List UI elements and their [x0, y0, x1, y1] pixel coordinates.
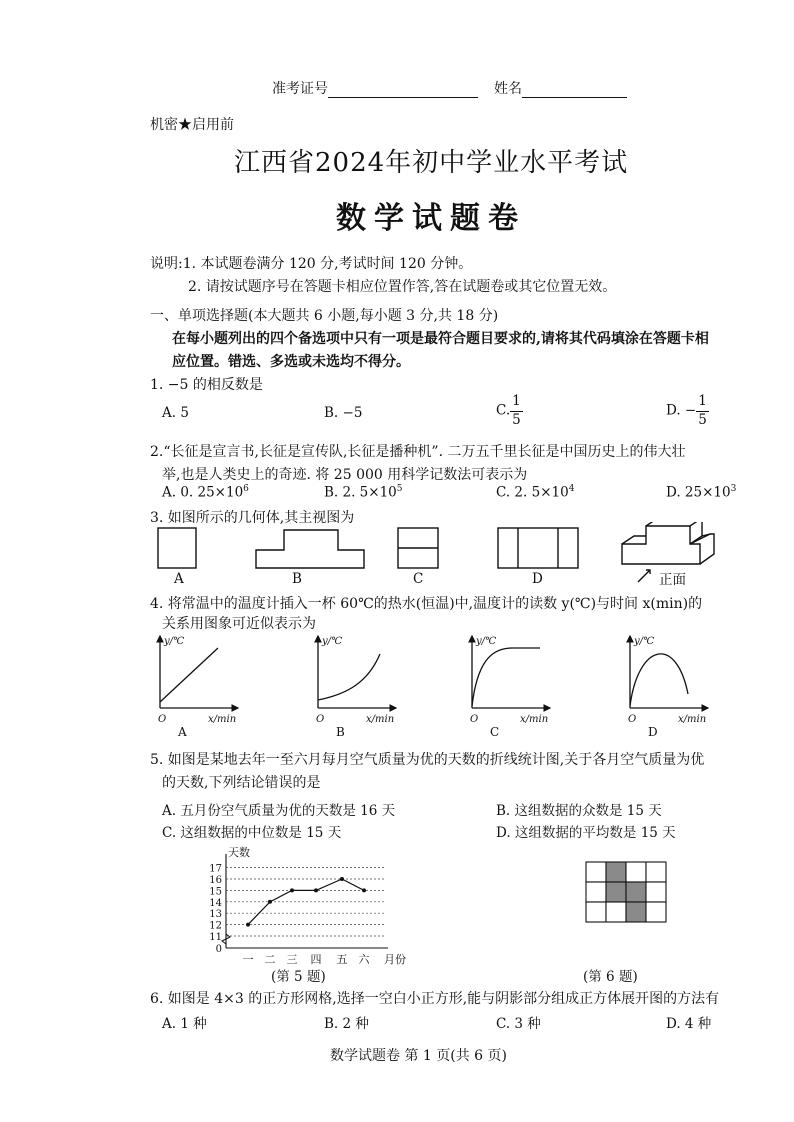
q1-c-fraction — [510, 395, 523, 427]
q4-xlabel: x/min — [520, 714, 549, 725]
q5-xtick: 四 — [310, 953, 322, 966]
q3-label-b: B — [292, 571, 302, 587]
q4-xlabel: x/min — [208, 714, 237, 725]
exam-number-label: 准考证号 — [272, 81, 328, 97]
q5-ytick: 12 — [209, 920, 222, 932]
q1-option-c — [496, 395, 523, 427]
q5-point — [340, 877, 344, 881]
q5-xtick: 二 — [264, 953, 276, 966]
name-label: 姓名 — [494, 81, 522, 97]
q4-curve — [318, 654, 380, 700]
q6-shaded-cell — [626, 882, 646, 902]
q4-graph-a — [158, 636, 238, 739]
q2-a-base: A. 0. 25×10 — [162, 484, 244, 501]
q1-d-prefix: D. − — [666, 402, 697, 419]
q4-xlabel: x/min — [366, 714, 395, 725]
name-field — [494, 78, 627, 98]
q3-front-arrow — [638, 570, 650, 582]
q6-shaded-cell — [606, 862, 626, 882]
q5-ylabel: 天数 — [228, 846, 250, 859]
exam-number-field — [272, 78, 478, 98]
q3-solid — [622, 522, 714, 564]
page-footer: 数学试题卷 第 1 页(共 6 页) — [330, 1048, 507, 1064]
q4-curve — [472, 648, 540, 706]
q4-origin: O — [470, 714, 479, 725]
q2-d-base: D. 25×10 — [666, 484, 731, 501]
q4-graph-b — [316, 636, 396, 739]
q2-b-base: B. 2. 5×10 — [324, 484, 397, 501]
q1-option-b: B. −5 — [324, 405, 363, 421]
q4-ylabel: y/℃ — [164, 636, 185, 647]
q1-option-d — [666, 395, 709, 427]
q3-label-d: D — [532, 571, 543, 587]
q4-ylabel: y/℃ — [634, 636, 655, 647]
q6-blank-cell — [626, 862, 646, 882]
q4-ylabel: y/℃ — [322, 636, 343, 647]
instruction-2: 2. 请按试题序号在答题卡相应位置作答,答在试题卷或其它位置无效。 — [188, 279, 617, 295]
q2-b-exp: 5 — [396, 484, 403, 494]
exam-number-blank — [328, 83, 478, 98]
q5-point — [268, 900, 272, 904]
q6-blank-cell — [606, 902, 626, 922]
q4-curve — [160, 648, 218, 702]
q6-caption: (第 6 题) — [583, 969, 638, 985]
q4-stem-1: 4. 将常温中的温度计插入一杯 60℃的热水(恒温)中,温度计的读数 y(℃)与时间 x(min)的 — [150, 596, 703, 612]
q3-front-label: 正面 — [659, 572, 686, 588]
q5-option-d: D. 这组数据的平均数是 15 天 — [496, 825, 676, 841]
q5-point — [290, 888, 294, 892]
q6-stem: 6. 如图是 4×3 的正方形网格,选择一空白小正方形,能与阴影部分组成正方体展开图的方法有 — [150, 991, 720, 1007]
q1-d-denominator: 5 — [698, 411, 707, 428]
q4-origin: O — [158, 714, 167, 725]
q1-option-a: A. 5 — [162, 405, 189, 421]
q4-curve — [630, 654, 688, 706]
q3-label-c: C — [413, 571, 424, 587]
q6-blank-cell — [586, 862, 606, 882]
q3-view-a — [158, 528, 196, 568]
q6-option-b: B. 2 种 — [324, 1016, 369, 1032]
q6-blank-cell — [586, 902, 606, 922]
q2-stem-2: 举,也是人类史上的奇迹. 将 25 000 用科学记数法可表示为 — [162, 467, 528, 483]
q5-point — [246, 923, 250, 927]
q5-stem-2: 的天数,下列结论错误的是 — [162, 775, 321, 791]
q6-blank-cell — [646, 902, 666, 922]
q5-xtick: 一 — [242, 953, 254, 966]
q5-chart — [196, 840, 426, 970]
q5-option-b: B. 这组数据的众数是 15 天 — [496, 803, 662, 819]
q5-xtick: 五 — [336, 953, 348, 966]
q4-ylabel: y/℃ — [476, 636, 497, 647]
q3-figures — [150, 522, 730, 586]
q6-blank-cell — [646, 882, 666, 902]
instruction-1: 说明:1. 本试题卷满分 120 分,考试时间 120 分钟。 — [150, 256, 473, 272]
q6-blank-cell — [586, 882, 606, 902]
q5-point — [362, 888, 366, 892]
q2-option-b — [324, 484, 403, 501]
section-heading: 一、单项选择题(本大题共 6 小题,每小题 3 分,共 18 分) — [150, 308, 499, 324]
q4-label: C — [490, 725, 500, 739]
q5-ytick: 15 — [209, 886, 222, 898]
q6-shaded-cell — [626, 902, 646, 922]
q6-blank-cell — [646, 862, 666, 882]
q4-origin: O — [628, 714, 637, 725]
q6-option-c: C. 3 种 — [496, 1016, 541, 1032]
q4-graphs — [150, 630, 720, 740]
section-desc-1: 在每小题列出的四个备选项中只有一项是最符合题目要求的,请将其代码填涂在答题卡相 — [172, 331, 709, 347]
q5-xtick: 三 — [286, 953, 298, 966]
q5-stem-1: 5. 如图是某地去年一至六月每月空气质量为优的天数的折线统计图,关于各月空气质量为优 — [150, 752, 705, 768]
q5-point — [314, 888, 318, 892]
q2-c-base: C. 2. 5×10 — [496, 484, 569, 501]
q4-graph-d — [628, 636, 708, 739]
q1-stem: 1. −5 的相反数是 — [150, 377, 263, 393]
q6-shaded-cell — [606, 882, 626, 902]
q6-option-a: A. 1 种 — [162, 1016, 207, 1032]
q3-stem: 3. 如图所示的几何体,其主视图为 — [150, 510, 355, 526]
q1-c-prefix: C. — [496, 402, 511, 419]
secret-mark: 机密★启用前 — [150, 117, 234, 133]
name-blank — [522, 83, 627, 98]
q5-ytick: 13 — [209, 909, 222, 921]
q4-label: A — [178, 725, 187, 739]
q6-option-d: D. 4 种 — [666, 1016, 712, 1032]
q1-d-numerator: 1 — [696, 395, 709, 412]
q5-option-a: A. 五月份空气质量为优的天数是 16 天 — [162, 803, 396, 819]
q3-view-b — [256, 530, 364, 568]
q2-d-exp: 3 — [730, 484, 737, 494]
q2-option-a — [162, 484, 249, 501]
exam-title: 江西省2024年初中学业水平考试 — [234, 148, 629, 178]
q2-stem-1: 2.“长征是宣言书,长征是宣传队,长征是播种机”. 二万五千里长征是中国历史上的伟大壮 — [150, 444, 686, 460]
q1-c-denominator: 5 — [512, 411, 521, 428]
q4-label: D — [648, 725, 658, 739]
q5-caption: (第 5 题) — [271, 969, 326, 985]
q5-ytick: 14 — [209, 897, 222, 909]
q1-c-numerator: 1 — [510, 395, 523, 412]
q5-xtick: 六 — [358, 953, 370, 966]
section-desc-2: 应位置。错选、多选或未选均不得分。 — [172, 354, 410, 370]
q2-option-d — [666, 484, 736, 501]
q5-ytick: 16 — [209, 875, 222, 886]
q5-ytick: 0 — [215, 944, 222, 955]
q5-ytick: 11 — [209, 932, 222, 943]
paper-title: 数学试题卷 — [336, 201, 526, 236]
q4-graph-c — [470, 636, 550, 739]
q5-ytick: 17 — [209, 863, 222, 875]
q4-origin: O — [316, 714, 325, 725]
q5-option-c: C. 这组数据的中位数是 15 天 — [162, 825, 342, 841]
q3-label-a: A — [174, 571, 184, 587]
q5-xlabel: 月份 — [384, 953, 406, 966]
q4-stem-2: 关系用图象可近似表示为 — [162, 616, 316, 632]
q2-c-exp: 4 — [568, 484, 575, 494]
q2-a-exp: 6 — [243, 484, 249, 494]
q6-grid — [584, 860, 668, 944]
q2-option-c — [496, 484, 574, 501]
q3-view-d — [498, 528, 578, 568]
q4-label: B — [336, 725, 345, 739]
q4-xlabel: x/min — [678, 714, 707, 725]
q1-d-fraction — [696, 395, 709, 427]
